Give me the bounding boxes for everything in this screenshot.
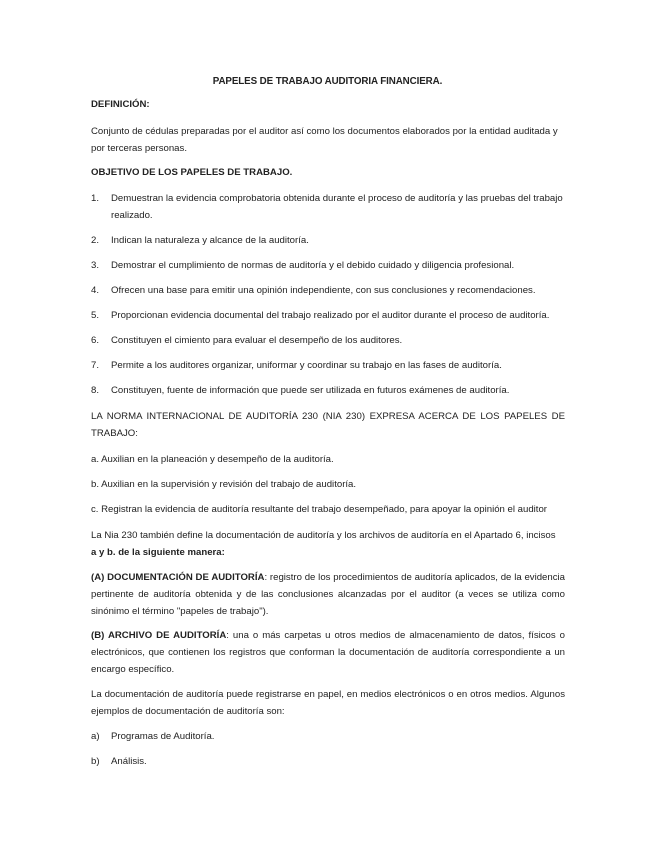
definicion-heading: DEFINICIÓN:	[91, 99, 150, 110]
archivo-paragraph	[91, 627, 565, 678]
list-number: 5.	[91, 310, 100, 321]
list-text: Demostrar el cumplimiento de normas de auditoría y el debido cuidado y diligencia profesional.	[111, 260, 515, 271]
list-number: 6.	[91, 335, 100, 346]
list-text: Constituyen, fuente de información que puede ser utilizada en futuros exámenes de auditoría.	[111, 385, 510, 396]
list-number: 1.	[91, 193, 100, 204]
nia-define-bold: a y b. de la siguiente manera:	[91, 547, 225, 558]
list-number: 4.	[91, 285, 100, 296]
page-title: PAPELES DE TRABAJO AUDITORIA FINANCIERA.	[212, 76, 443, 87]
nia-define-paragraph	[91, 527, 565, 561]
list-letter: a)	[91, 731, 100, 742]
list-number: 2.	[91, 235, 100, 246]
list-letter: b)	[91, 756, 100, 767]
doc-auditoria-text: : registro de los procedimientos de auditoría aplicados, de la evidencia pertinente de auditoría obtenida y de las conclusiones alcanzadas por el auditor (a veces se utiliza como sinónimo el término "papeles de trabajo").	[91, 572, 565, 617]
archivo-text: : una o más carpetas u otros medios de almacenamiento de datos, físicos o electrónicos, que contienen los registros que conforman la documentación de auditoría correspondiente a un encargo específico.	[91, 630, 565, 675]
nia-item: c. Registran la evidencia de auditoría resultante del trabajo desempeñado, para apoyar la opinión el auditor	[91, 504, 547, 515]
nia-define-text: La Nia 230 también define la documentación de auditoría y los archivos de auditoría en el Apartado 6, incisos	[91, 530, 556, 541]
nia-item: b. Auxilian en la supervisión y revisión del trabajo de auditoría.	[91, 479, 357, 490]
list-text: Permite a los auditores organizar, uniformar y coordinar su trabajo en las fases de auditoría.	[111, 360, 502, 371]
list-number: 7.	[91, 360, 100, 371]
list-number: 8.	[91, 385, 100, 396]
doc-auditoria-label: (A) DOCUMENTACIÓN DE AUDITORÍA	[91, 572, 265, 583]
definicion-text: Conjunto de cédulas preparadas por el auditor así como los documentos elaborados por la entidad auditada y por terceras personas.	[91, 126, 558, 154]
doc-auditoria-paragraph	[91, 569, 565, 620]
nia-heading: LA NORMA INTERNACIONAL DE AUDITORÍA 230 (NIA 230) EXPRESA ACERCA DE LOS PAPELES DE TRABAJO:	[91, 411, 565, 439]
list-text: Proporcionan evidencia documental del trabajo realizado por el auditor durante el proceso de auditoría.	[111, 310, 550, 321]
ejemplos-intro: La documentación de auditoría puede registrarse en papel, en medios electrónicos o en otros medios. Algunos ejemplos de documentación de auditoría son:	[91, 689, 565, 717]
nia-item: a. Auxilian en la planeación y desempeño de la auditoría.	[91, 454, 334, 465]
list-number: 3.	[91, 260, 100, 271]
list-text: Ofrecen una base para emitir una opinión independiente, con sus conclusiones y recomendaciones.	[111, 285, 536, 296]
list-text: Demuestran la evidencia comprobatoria obtenida durante el proceso de auditoría y las pruebas del trabajo realizado.	[111, 193, 563, 221]
list-text: Constituyen el cimiento para evaluar el desempeño de los auditores.	[111, 335, 403, 346]
list-text: Análisis.	[111, 756, 147, 767]
list-text: Indican la naturaleza y alcance de la auditoría.	[111, 235, 309, 246]
objetivo-heading: OBJETIVO DE LOS PAPELES DE TRABAJO.	[91, 167, 293, 178]
archivo-label: (B) ARCHIVO DE AUDITORÍA	[91, 630, 227, 641]
list-text: Programas de Auditoría.	[111, 731, 215, 742]
